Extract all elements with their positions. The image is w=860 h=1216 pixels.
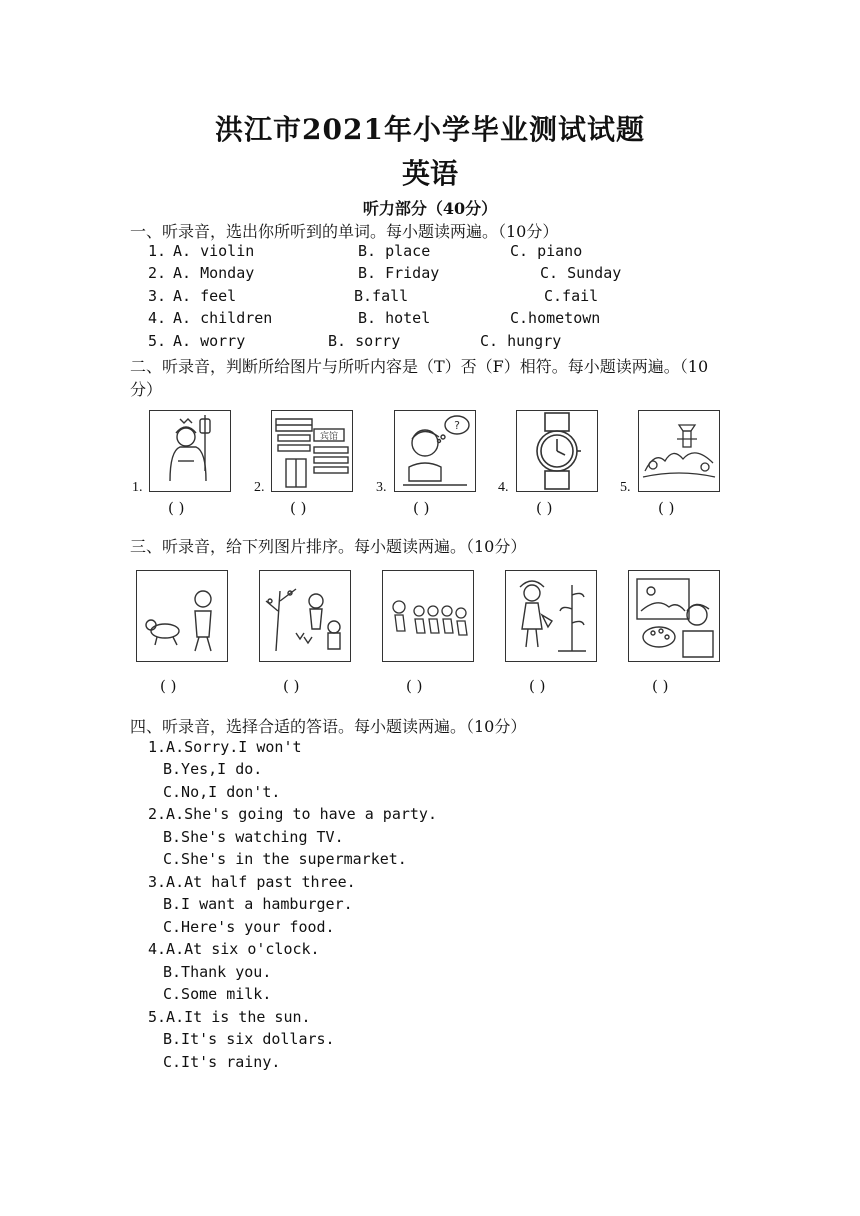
option-a: A. worry [173,332,246,350]
question-option-c: C.Some milk. [163,985,272,1003]
subject-title: 英语 [401,157,458,190]
section-2-heading-line2: 分） [130,380,163,399]
answer-blank[interactable]: ( ) [160,677,177,695]
option-b: B. Friday [358,264,440,282]
wristwatch-icon [516,410,598,492]
option-c: C.fail [544,287,599,305]
boy-thinking-icon [394,410,476,492]
question-option-a: 5.A.It is the sun. [148,1008,311,1026]
hotel-building-icon [271,410,353,492]
question-number: 5. [148,332,167,350]
question-option-a: 1.A.Sorry.I won't [148,738,302,756]
section-2-heading-line1: 二、听录音，判断所给图片与所听内容是（T）否（F）相符。每小题读两遍。（10 [130,357,709,376]
question-number: 3. [148,287,167,305]
option-b: B.fall [354,287,409,305]
question-option-a: 3.A.At half past three. [148,873,356,891]
answer-blank[interactable]: ( ) [168,499,185,517]
section-3-heading: 三、听录音，给下列图片排序。每小题读两遍。（10分） [130,537,527,556]
girl-painting-icon [628,570,720,662]
girl-watering-plant-icon [505,570,597,662]
section-4-heading: 四、听录音，选择合适的答语。每小题读两遍。（10分） [130,717,527,736]
option-a: A. children [173,309,273,327]
picture-number: 2. [254,480,265,495]
option-c: C. hungry [480,332,562,350]
answer-blank[interactable]: ( ) [658,499,675,517]
option-a: A. Monday [173,264,255,282]
picture-number: 4. [498,480,509,495]
question-option-b: B.It's six dollars. [163,1030,335,1048]
answer-blank[interactable]: ( ) [283,677,300,695]
question-option-a: 2.A.She's going to have a party. [148,805,437,823]
question-option-c: C.She's in the supermarket. [163,850,407,868]
option-b: B. hotel [358,309,431,327]
question-number: 2. [148,264,167,282]
dog-chasing-girl-icon [136,570,228,662]
option-c: C. piano [510,242,583,260]
answer-blank[interactable]: ( ) [413,499,430,517]
picture-number: 1. [132,480,143,495]
answer-blank[interactable]: ( ) [652,677,669,695]
answer-blank[interactable]: ( ) [406,677,423,695]
option-c: C.hometown [510,309,601,327]
answer-blank[interactable]: ( ) [536,499,553,517]
question-number: 4. [148,309,167,327]
option-a: A. feel [173,287,237,305]
question-option-b: B.I want a hamburger. [163,895,353,913]
picture-number: 5. [620,480,631,495]
exam-title: 洪江市2021年小学毕业测试试题 [215,113,645,146]
question-bubble-text: ? [454,419,460,432]
answer-blank[interactable]: ( ) [290,499,307,517]
question-option-b: B.Thank you. [163,963,272,981]
girl-sick-icon [149,410,231,492]
picture-number: 3. [376,480,387,495]
question-number: 1. [148,242,167,260]
answer-blank[interactable]: ( ) [529,677,546,695]
question-option-c: C.Here's your food. [163,918,335,936]
question-option-b: B.Yes,I do. [163,760,263,778]
question-option-a: 4.A.At six o'clock. [148,940,320,958]
question-option-b: B.She's watching TV. [163,828,344,846]
temple-landscape-icon [638,410,720,492]
question-option-c: C.It's rainy. [163,1053,281,1071]
option-b: B. sorry [328,332,401,350]
option-b: B. place [358,242,431,260]
hotel-sign: 宾馆 [319,432,339,442]
kids-picking-fruit-icon [259,570,351,662]
option-a: A. violin [173,242,255,260]
part-title: 听力部分（40分） [362,199,498,218]
option-c: C. Sunday [540,264,622,282]
question-option-c: C.No,I don't. [163,783,281,801]
section-1-heading: 一、听录音，选出你所听到的单词。每小题读两遍。（10分） [130,222,559,241]
kids-running-icon [382,570,474,662]
